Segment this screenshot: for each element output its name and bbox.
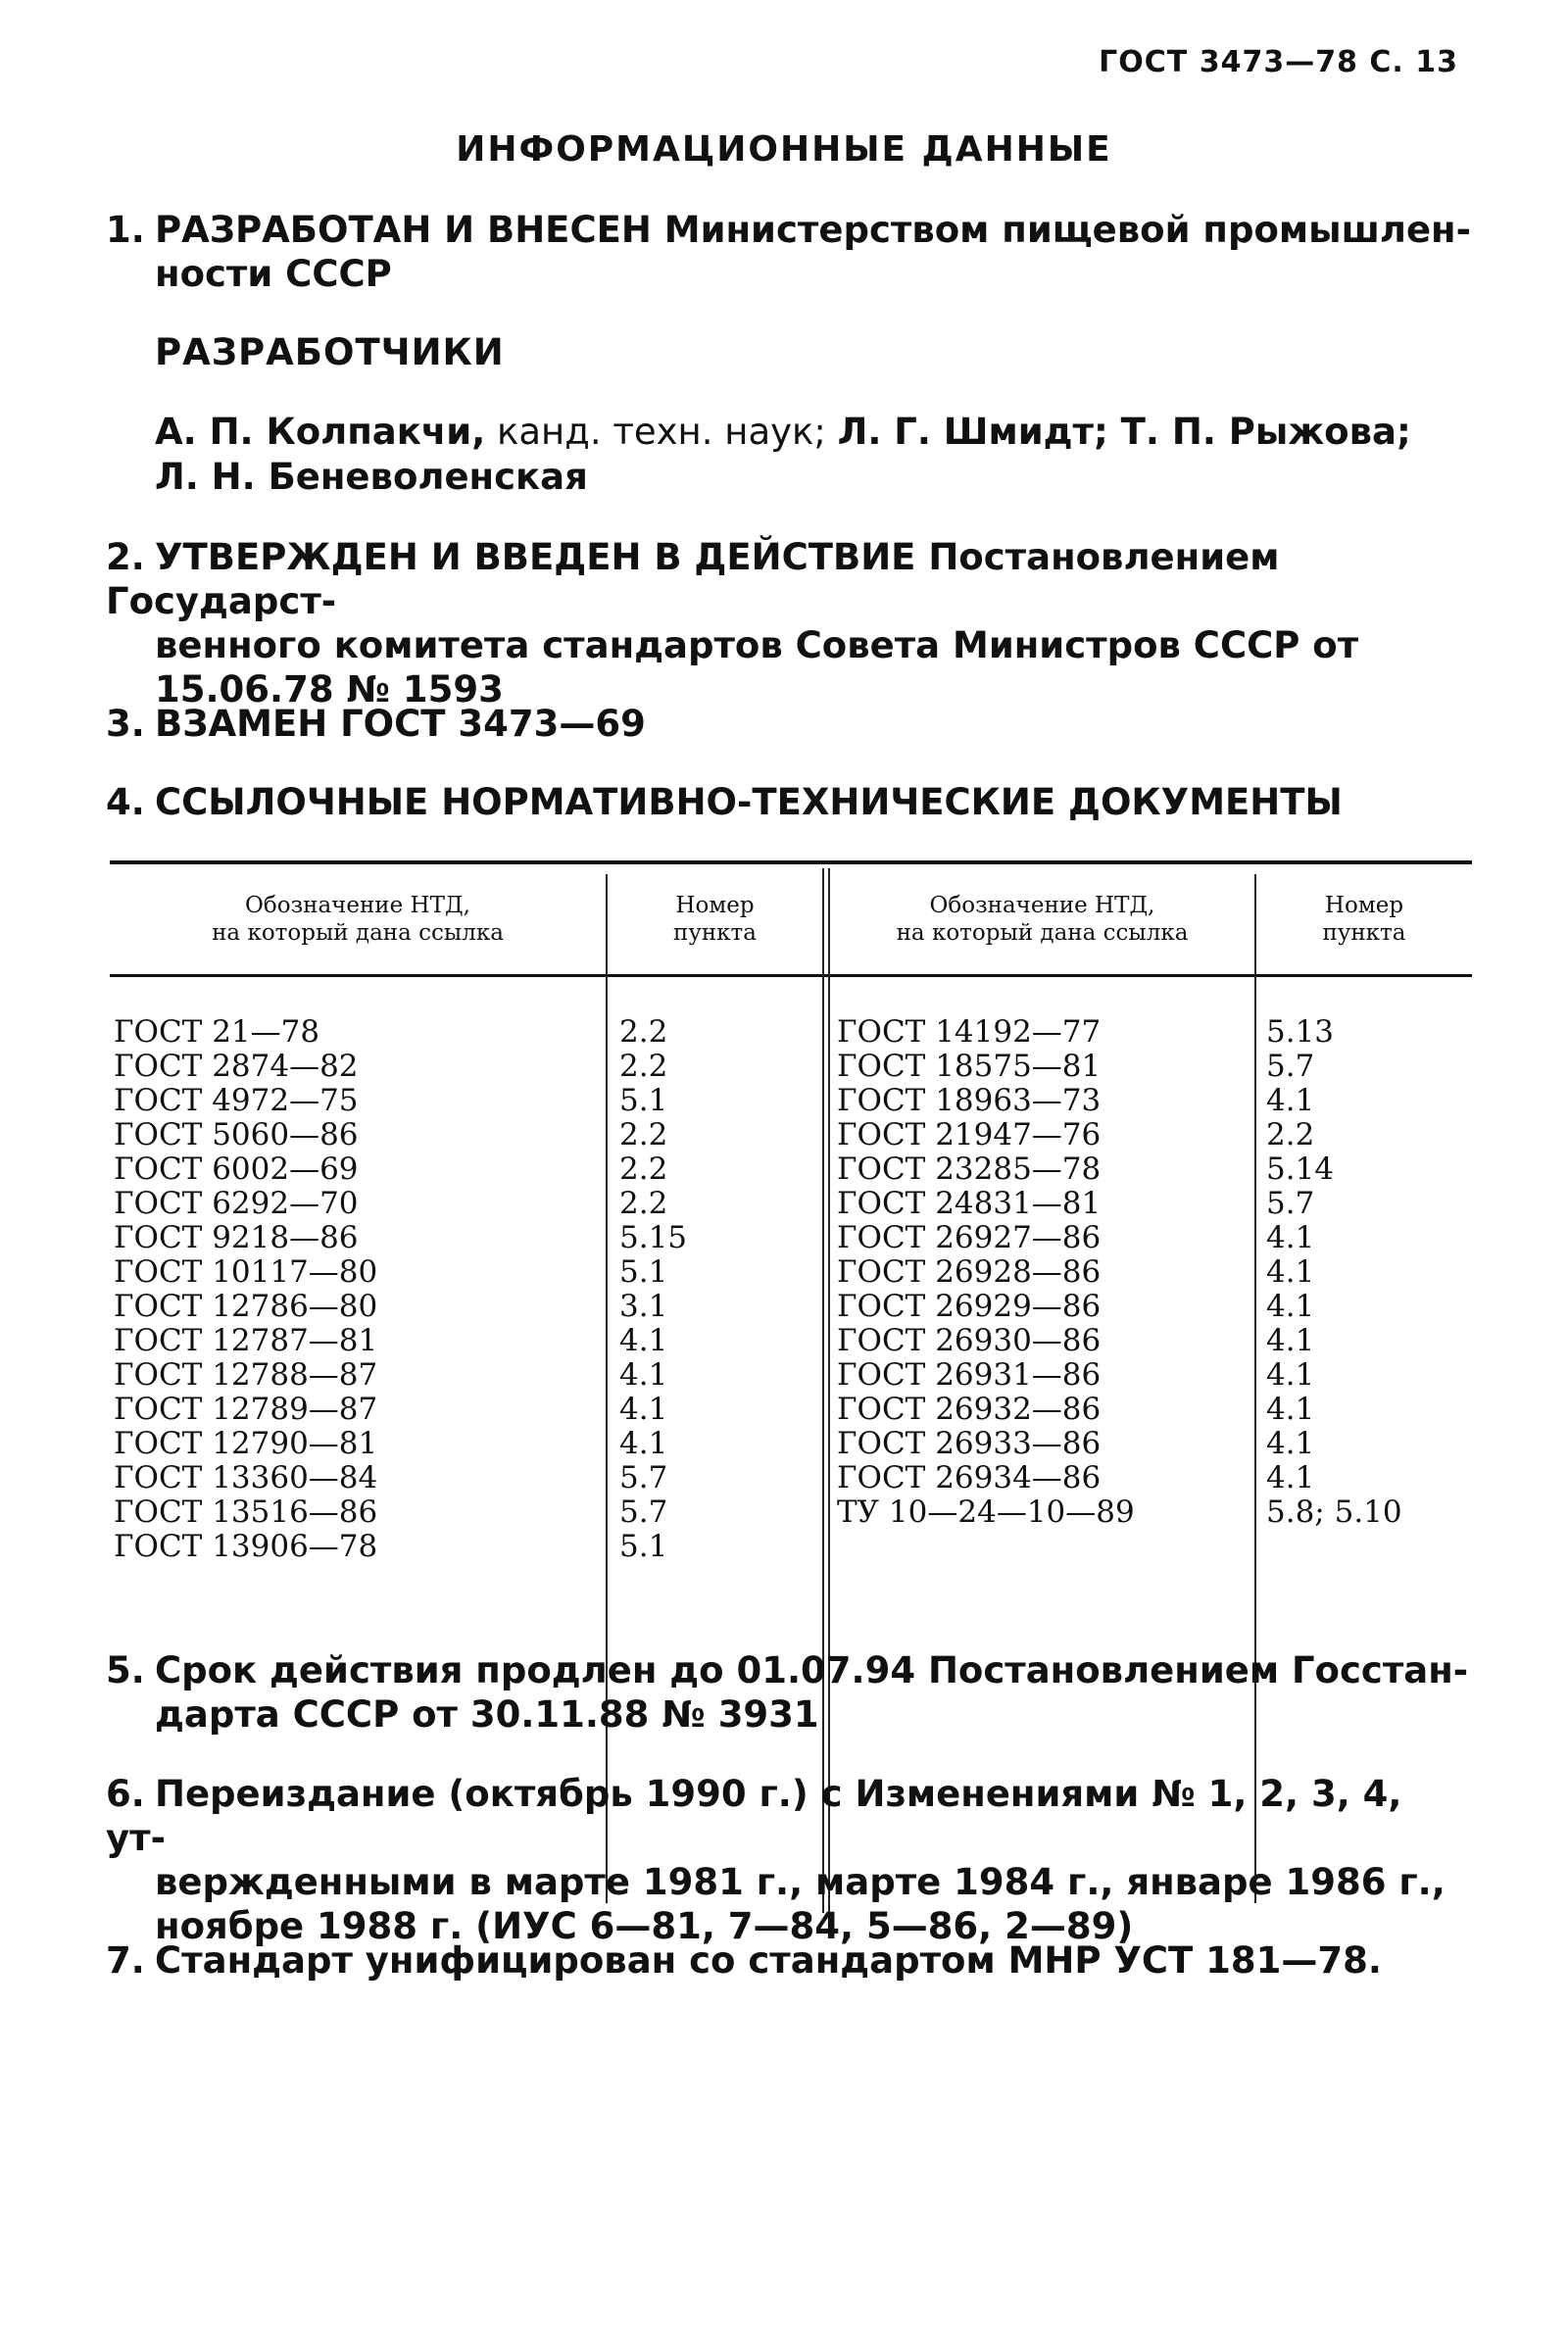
table-cell-item: 4.1	[1266, 1289, 1315, 1324]
section-1-text: Министерством пищевой промышлен-	[663, 209, 1471, 251]
table-cell-item: 2.2	[1266, 1117, 1315, 1152]
author-kolpakchi: А. П. Колпакчи,	[155, 411, 486, 453]
table-cell-item: 4.1	[619, 1323, 668, 1358]
table-cell-designation: ГОСТ 9218—86	[114, 1220, 359, 1255]
section-6-number: 6.	[106, 1773, 145, 1815]
table-cell-item: 3.1	[619, 1289, 668, 1324]
table-cell-item: 4.1	[1266, 1392, 1315, 1427]
header-item-right-l1: Номер	[1324, 893, 1404, 918]
table-cell-designation: ГОСТ 13360—84	[114, 1460, 378, 1495]
header-designation-right-l1: Обозначение НТД,	[929, 893, 1155, 918]
document-title: ИНФОРМАЦИОННЫЕ ДАННЫЕ	[456, 129, 1112, 170]
table-cell-designation: ГОСТ 26930—86	[837, 1323, 1102, 1358]
right-docs-column	[837, 1015, 1135, 1530]
table-cell-designation: ГОСТ 4972—75	[114, 1083, 359, 1118]
section-2-line-1	[106, 535, 1473, 623]
table-top-rule	[110, 860, 1472, 864]
section-6	[106, 1772, 1473, 1948]
table-cell-item: 2.2	[619, 1014, 668, 1050]
section-5-text: Срок действия продлен до 01.07.94 Постановлением Госстан-	[155, 1649, 1469, 1691]
table-cell-item: 4.1	[1266, 1220, 1315, 1255]
table-cell-designation: ГОСТ 14192—77	[837, 1014, 1102, 1050]
table-cell-designation: ГОСТ 12787—81	[114, 1323, 378, 1358]
divider-left-items	[606, 874, 608, 1903]
table-cell-item: 5.7	[619, 1460, 668, 1495]
table-cell-designation: ГОСТ 12790—81	[114, 1426, 378, 1461]
table-cell-item: 5.8; 5.10	[1266, 1494, 1402, 1530]
table-cell-item: 4.1	[619, 1392, 668, 1427]
table-cell-designation: ГОСТ 12788—87	[114, 1357, 378, 1393]
table-cell-designation: ГОСТ 26929—86	[837, 1289, 1102, 1324]
header-designation-left	[110, 892, 606, 947]
author-degree: канд. техн. наук;	[485, 411, 838, 453]
table-cell-designation: ГОСТ 26927—86	[837, 1220, 1102, 1255]
divider-right-items	[1254, 874, 1256, 1903]
section-3-text: ВЗАМЕН ГОСТ 3473—69	[155, 703, 646, 745]
header-designation-left-l1: Обозначение НТД,	[245, 893, 470, 918]
table-cell-item: 4.1	[1266, 1426, 1315, 1461]
table-cell-item: 4.1	[1266, 1083, 1315, 1118]
header-item-left-l1: Номер	[675, 893, 755, 918]
section-7-number: 7.	[106, 1939, 145, 1982]
section-1	[106, 208, 1473, 296]
table-cell-designation: ГОСТ 26932—86	[837, 1392, 1102, 1427]
section-7	[106, 1938, 1473, 1983]
table-cell-item: 2.2	[619, 1049, 668, 1084]
developers-list	[155, 410, 1473, 500]
table-cell-designation: ГОСТ 13516—86	[114, 1494, 378, 1530]
table-cell-item: 5.7	[1266, 1049, 1315, 1084]
table-cell-designation: ГОСТ 26928—86	[837, 1254, 1102, 1290]
table-cell-designation: ГОСТ 21—78	[114, 1014, 320, 1050]
section-6-text: Переиздание (октябрь 1990 г.) с Изменениями № 1, 2, 3, 4, ут-	[106, 1773, 1402, 1859]
header-item-right	[1256, 892, 1472, 947]
table-cell-designation: ГОСТ 12786—80	[114, 1289, 378, 1324]
table-cell-designation: ГОСТ 24831—81	[837, 1186, 1102, 1221]
section-1-line-1	[106, 208, 1473, 252]
header-item-left-l2: пункта	[672, 920, 757, 946]
left-docs-column	[114, 1015, 377, 1564]
table-cell-designation: ГОСТ 6002—69	[114, 1152, 359, 1187]
table-cell-item: 4.1	[619, 1357, 668, 1393]
table-cell-item: 2.2	[619, 1152, 668, 1187]
table-cell-item: 5.7	[1266, 1186, 1315, 1221]
section-3	[106, 702, 1473, 746]
table-cell-item: 5.1	[619, 1083, 668, 1118]
header-designation-left-l2: на который дана ссылка	[212, 920, 504, 946]
table-cell-designation: ГОСТ 13906—78	[114, 1529, 378, 1564]
table-cell-item: 5.13	[1266, 1014, 1335, 1050]
table-cell-item: 5.7	[619, 1494, 668, 1530]
header-item-left	[608, 892, 822, 947]
section-2-line-2-text: венного комитета стандартов Совета Министров СССР от	[155, 624, 1359, 666]
table-cell-designation: ГОСТ 2874—82	[114, 1049, 359, 1084]
section-1-line-2: ности СССР	[155, 253, 392, 295]
section-1-number: 1.	[106, 209, 145, 251]
section-3-number: 3.	[106, 703, 145, 745]
table-cell-designation: ГОСТ 26934—86	[837, 1460, 1102, 1495]
page-header: ГОСТ 3473—78 С. 13	[1099, 45, 1458, 79]
table-cell-designation: ГОСТ 10117—80	[114, 1254, 378, 1290]
table-cell-designation: ГОСТ 6292—70	[114, 1186, 359, 1221]
table-cell-item: 4.1	[619, 1426, 668, 1461]
section-5-number: 5.	[106, 1649, 145, 1691]
section-2-number: 2.	[106, 536, 145, 578]
author-benevolenskaya: Л. Н. Беневоленская	[155, 456, 588, 498]
header-designation-right-l2: на который дана ссылка	[896, 920, 1189, 946]
table-cell-item: 2.2	[619, 1117, 668, 1152]
developers-heading: РАЗРАБОТЧИКИ	[155, 331, 505, 373]
table-cell-designation: ГОСТ 23285—78	[837, 1152, 1102, 1187]
table-cell-item: 4.1	[1266, 1323, 1315, 1358]
table-cell-item: 4.1	[1266, 1254, 1315, 1290]
table-cell-designation: ГОСТ 5060—86	[114, 1117, 359, 1152]
section-1-caps: РАЗРАБОТАН И ВНЕСЕН	[155, 209, 652, 251]
header-designation-right	[830, 892, 1254, 947]
table-cell-item: 5.1	[619, 1254, 668, 1290]
section-2-line-2	[106, 623, 1473, 667]
table-cell-item: 4.1	[1266, 1357, 1315, 1393]
section-6-line-1	[106, 1772, 1473, 1860]
section-2	[106, 535, 1473, 711]
table-cell-item: 5.15	[619, 1220, 688, 1255]
left-items-column	[619, 1015, 687, 1564]
table-cell-designation: ГОСТ 18963—73	[837, 1083, 1102, 1118]
section-6-line-3: ноябре 1988 г. (ИУС 6—81, 7—84, 5—86, 2—89)	[155, 1905, 1134, 1947]
header-item-right-l2: пункта	[1322, 920, 1406, 946]
section-7-text: Стандарт унифицирован со стандартом МНР УСТ 181—78.	[155, 1939, 1382, 1982]
table-cell-designation: ГОСТ 18575—81	[837, 1049, 1102, 1084]
section-4-number: 4.	[106, 781, 145, 823]
table-cell-item: 5.14	[1266, 1152, 1335, 1187]
author-shmidt-ryzhova: Л. Г. Шмидт; Т. П. Рыжова;	[837, 411, 1411, 453]
section-2-line-3: 15.06.78 № 1593	[155, 668, 504, 710]
right-items-column	[1266, 1015, 1402, 1530]
table-header-rule	[110, 974, 1472, 977]
table-cell-item: 4.1	[1266, 1460, 1315, 1495]
table-cell-designation: ТУ 10—24—10—89	[837, 1494, 1135, 1530]
section-4	[106, 780, 1473, 824]
table-cell-designation: ГОСТ 12789—87	[114, 1392, 378, 1427]
table-cell-item: 5.1	[619, 1529, 668, 1564]
section-5-line-2: дарта СССР от 30.11.88 № 3931	[155, 1693, 819, 1736]
section-6-line-2: вержденными в марте 1981 г., марте 1984 г., январе 1986 г.,	[155, 1861, 1446, 1903]
developers-line-1	[155, 410, 1473, 455]
section-2-text: Постановлением Государст-	[106, 536, 1280, 622]
table-cell-item: 2.2	[619, 1186, 668, 1221]
section-5-line-1	[106, 1648, 1473, 1692]
section-4-text: ССЫЛОЧНЫЕ НОРМАТИВНО-ТЕХНИЧЕСКИЕ ДОКУМЕНТЫ	[155, 781, 1343, 823]
table-cell-designation: ГОСТ 26933—86	[837, 1426, 1102, 1461]
section-5	[106, 1648, 1473, 1737]
table-cell-designation: ГОСТ 21947—76	[837, 1117, 1102, 1152]
section-2-caps: УТВЕРЖДЕН И ВВЕДЕН В ДЕЙСТВИЕ	[155, 536, 916, 578]
table-cell-designation: ГОСТ 26931—86	[837, 1357, 1102, 1393]
divider-center-b	[828, 868, 830, 1913]
divider-center-a	[822, 868, 824, 1913]
